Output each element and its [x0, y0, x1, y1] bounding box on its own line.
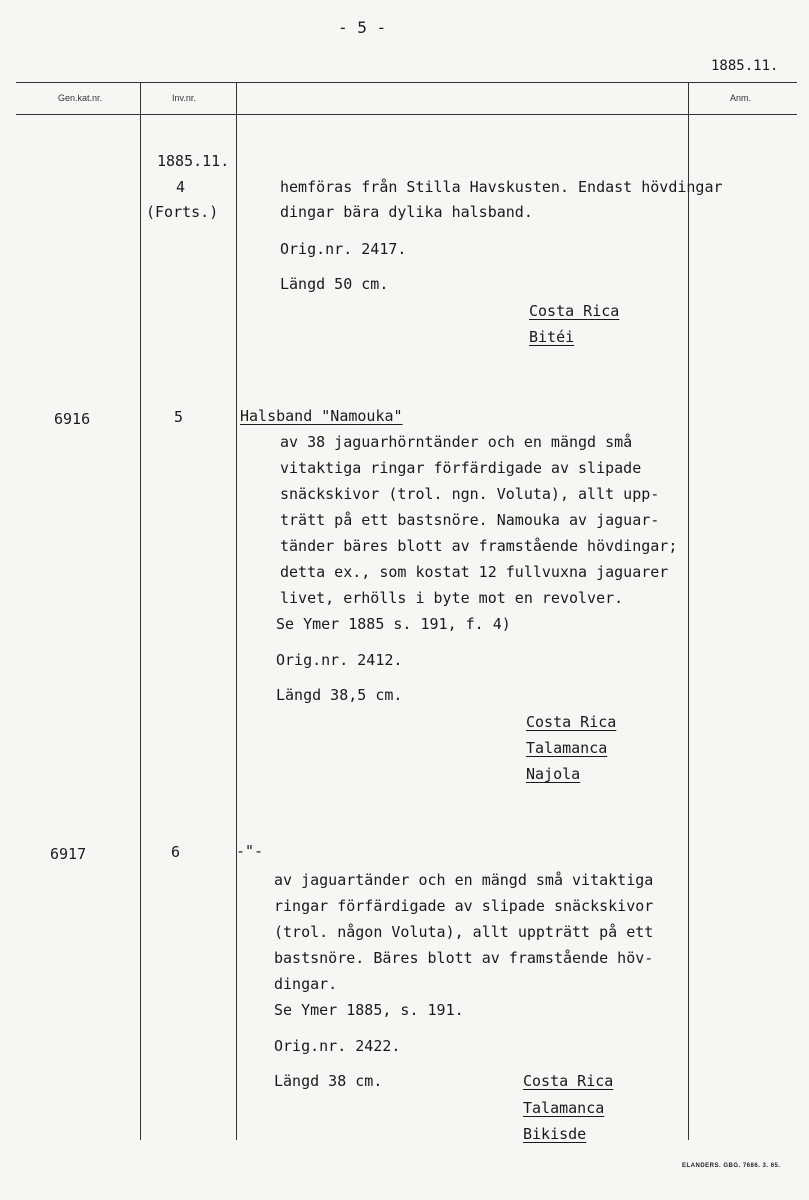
- entry-3-desc-line-3: (trol. någon Voluta), allt uppträtt på ett: [274, 923, 654, 941]
- entry-1-desc-line-2: dingar bära dylika halsband.: [280, 203, 533, 221]
- entry-1-inv-line-1: 1885.11.: [157, 152, 230, 170]
- entry-3-desc-line-1: av jaguartänder och en mängd små vitaktiga: [274, 871, 654, 889]
- entry-2-desc-line-3: snäckskivor (trol. ngn. Voluta), allt upp-: [280, 485, 660, 503]
- entry-1-orig-nr: Orig.nr. 2417.: [280, 240, 407, 258]
- entry-2-desc-line-5: tänder bäres blott av framstående hövdingar;: [280, 537, 678, 555]
- entry-1-inv-line-3: (Forts.): [146, 203, 219, 221]
- entry-1-desc-line-1: hemföras från Stilla Havskusten. Endast hövdingar: [280, 178, 723, 196]
- entry-3-locality-2: Talamanca: [523, 1099, 605, 1117]
- entry-2-desc-line-2: vitaktiga ringar förfärdigade av slipade: [280, 459, 642, 477]
- entry-2-gen-kat-nr: 6916: [54, 410, 91, 428]
- entry-2-locality-1: Costa Rica: [526, 713, 617, 731]
- entry-3-desc-line-5: dingar.: [274, 975, 338, 993]
- column-header-anm: Anm.: [730, 93, 752, 103]
- printer-footer: ELANDERS. GBG. 7686. 3. 65.: [682, 1163, 781, 1169]
- column-divider-1: [140, 82, 141, 1140]
- entry-2-length: Längd 38,5 cm.: [276, 686, 403, 704]
- entry-2-locality-3: Najola: [526, 765, 581, 783]
- entry-3-orig-nr: Orig.nr. 2422.: [274, 1037, 401, 1055]
- entry-2-locality-2: Talamanca: [526, 739, 608, 757]
- entry-3-gen-kat-nr: 6917: [50, 845, 87, 863]
- entry-1-locality-2: Bitéi: [529, 328, 575, 346]
- entry-3-locality-1: Costa Rica: [523, 1072, 614, 1090]
- catalog-id-top: 1885.11.: [711, 58, 779, 74]
- entry-2-desc-line-1: av 38 jaguarhörntänder och en mängd små: [280, 433, 633, 451]
- entry-3-locality-3: Bikisde: [523, 1125, 587, 1143]
- entry-3-inv-nr: 6: [171, 843, 181, 861]
- entry-3-desc-line-4: bastsnöre. Bäres blott av framstående höv-: [274, 949, 654, 967]
- entry-2-desc-line-6: detta ex., som kostat 12 fullvuxna jaguarer: [280, 563, 669, 581]
- entry-1-locality-1: Costa Rica: [529, 302, 620, 320]
- entry-2-inv-nr: 5: [174, 408, 184, 426]
- entry-2-orig-nr: Orig.nr. 2412.: [276, 651, 403, 669]
- column-divider-3: [688, 82, 689, 1140]
- entry-3-length: Längd 38 cm.: [274, 1072, 383, 1090]
- entry-1-inv-line-2: 4: [176, 178, 186, 196]
- header-top-rule: [16, 82, 797, 83]
- column-header-inv-nr: Inv.nr.: [172, 93, 196, 103]
- entry-2-desc-line-8: Se Ymer 1885 s. 191, f. 4): [276, 615, 511, 633]
- column-divider-2: [236, 82, 237, 1140]
- column-header-gen-kat-nr: Gen.kat.nr.: [58, 93, 103, 103]
- page-number: - 5 -: [338, 18, 387, 37]
- entry-1-length: Längd 50 cm.: [280, 275, 389, 293]
- entry-2-title: Halsband "Namouka": [240, 407, 403, 425]
- header-bottom-rule: [16, 114, 797, 115]
- entry-3-desc-line-2: ringar förfärdigade av slipade snäckskivor: [274, 897, 654, 915]
- entry-2-desc-line-4: trätt på ett bastsnöre. Namouka av jaguar-: [280, 511, 660, 529]
- entry-2-desc-line-7: livet, erhölls i byte mot en revolver.: [280, 589, 624, 607]
- entry-3-desc-line-6: Se Ymer 1885, s. 191.: [274, 1001, 464, 1019]
- entry-3-title: -"-: [236, 842, 264, 860]
